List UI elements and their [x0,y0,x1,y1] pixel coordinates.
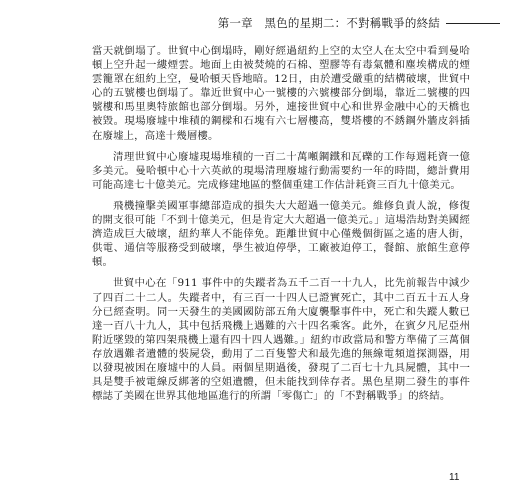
running-header [100,14,500,32]
paragraph-cleanup-cost: 清理世貿中心廢墟現場堆積的一百二十萬噸鋼鐵和瓦礫的工作每週耗資一億多美元。曼哈頓中心十六英畝的現場清理廢墟行動需要約一年的時間，總計費用可能高達七十億美元。完成修建地區的整個重建工作估計耗資三百九十億美元。 [92,150,470,191]
paragraph-continuation: 當天就倒塌了。世貿中心倒塌時，剛好經過紐約上空的太空人在太空中看到曼哈頓上空升起一縷煙雲。地面上由被焚燒的石棉、塑膠等有毒氣體和塵埃構成的煙雲籠罩在紐約上空，曼哈頓天昏地暗。12日，由於遭受嚴重的結構破壞，世貿中心的五號樓也倒塌了。靠近世貿中心一號樓的六號樓部分倒塌，靠近二號樓的四號樓和馬里奧特旅館也部分倒塌。另外，連接世貿中心和世界金融中心的天橋也被毀。現場廢墟中堆積的鋼樑和石塊有六七層樓高，雙塔樓的不銹鋼外牆皮斜插在廢墟上，高達十幾層樓。 [92,45,470,142]
page-number: 11 [449,472,460,483]
paragraph-pentagon-damage: 飛機撞擊美國軍事總部造成的損失大大超過一億美元。維修負責人說，修復的開支很可能「不到十億美元，但是肯定大大超過一億美元。」這場浩劫對美國經濟造成巨大破壞，紐約華人不能倖免。距離世貿中心僅幾個街區之遙的唐人街，供電、通信等服務受到破壞，學生被迫停學，工廠被迫停工，餐館、旅館生意停頓。 [92,199,470,269]
body-text [92,44,470,410]
header-rule [446,23,500,24]
chapter-title: 第一章 黑色的星期二：不對稱戰爭的終結 [217,16,440,30]
paragraph-casualties: 世貿中心在「911 事件中的失蹤者為五千二百一十九人，比先前報告中減少了四百二十二人。失蹤者中，有三百一十四人已證實死亡，其中二百五十五人身分已經查明。同一天發生的美國國防部五角大廈襲擊事件中，死亡和失蹤人數已達一百八十九人，其中包括飛機上遇難的六十四名乘客。此外，在賓夕凡尼亞州附近墜毀的第四架飛機上還有四十四人遇難。」紐約市政當局和警方準備了三萬個存放遇難者遺體的裝屍袋，動用了二百隻警犬和最先進的無線電頻道探測器，用以發現被困在廢墟中的人員。兩個星期過後，發現了二百七十九具屍體，其中一具是雙手被電線反綁著的空姐遺體，但未能找到倖存者。黑色星期二發生的事件標誌了美國在世界其他地區進行的所謂「零傷亡」的「不對稱戰爭」的終結。 [92,277,470,403]
